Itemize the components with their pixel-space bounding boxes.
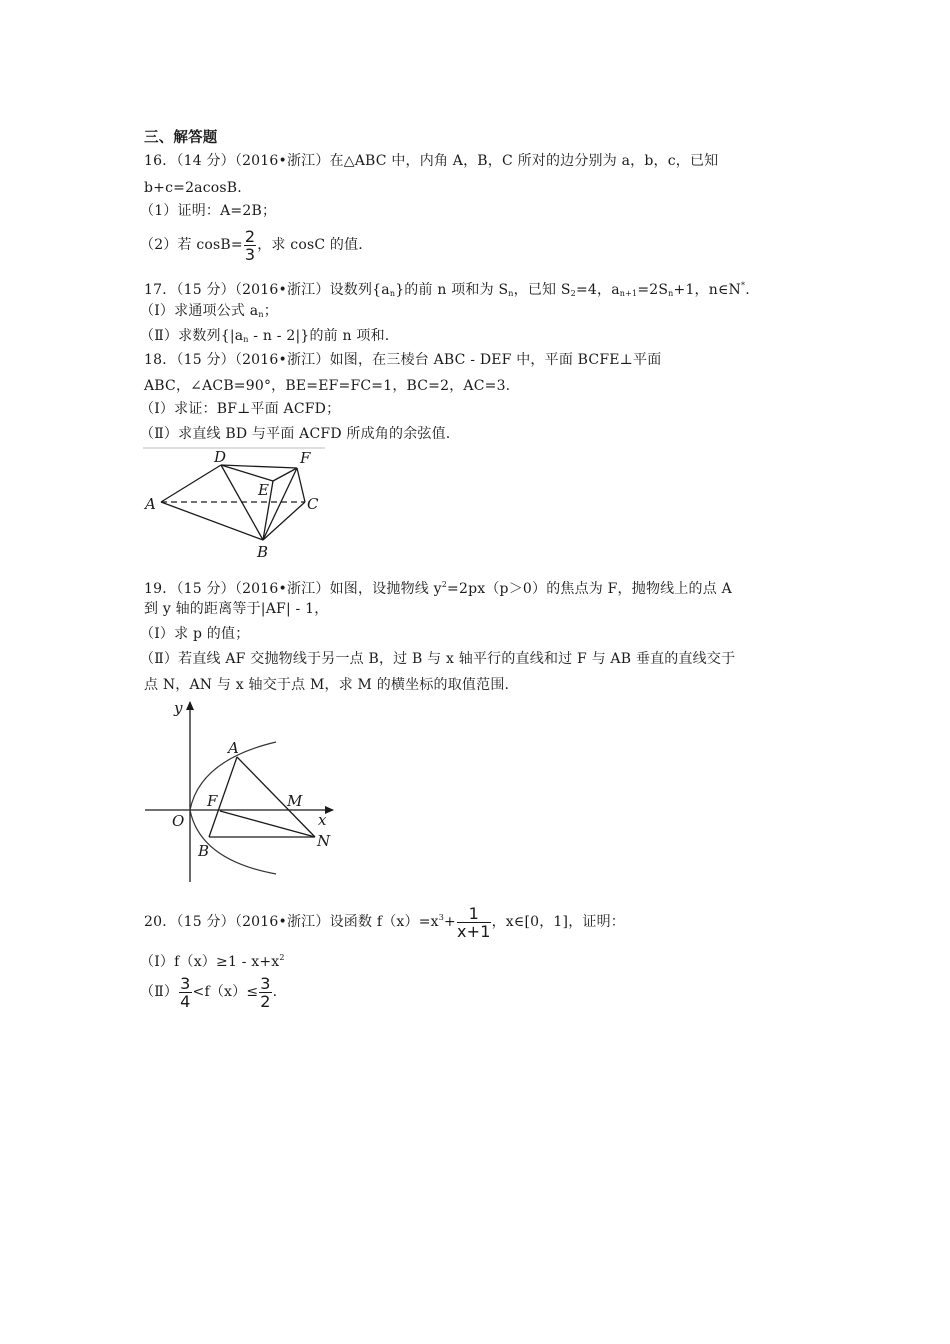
- q18-part2: （Ⅱ）求直线 BD 与平面 ACFD 所成角的余弦值.: [140, 426, 451, 442]
- label-A: A: [145, 495, 156, 513]
- label-F: F: [300, 449, 311, 467]
- q20-text: <f（x）≤: [192, 984, 259, 1000]
- superscript: 2: [441, 580, 448, 589]
- subscript: n: [389, 289, 396, 298]
- section-title: 三、解答题: [144, 130, 218, 146]
- fraction-3-4: [179, 975, 191, 1010]
- subscript: n: [258, 310, 264, 319]
- q17-text: ；: [263, 303, 278, 319]
- subscript: n: [508, 289, 514, 298]
- label-C: C: [307, 495, 319, 513]
- q16-stem-line1: 16．（14 分）（2016•浙江）在△ABC 中，内角 A，B，C 所对的边分别为 a，b，c，已知: [144, 153, 719, 169]
- q18-stem-line1: 18．（15 分）（2016•浙江）如图，在三棱台 ABC - DEF 中，平面 BCFE⊥平面: [144, 352, 662, 368]
- q20-part1: [140, 949, 285, 971]
- q16-stem-line2: b+c=2acosB.: [144, 180, 242, 196]
- frac-denominator: x+1: [456, 921, 491, 941]
- q20-text: 20．（15 分）（2016•浙江）设函数 f（x）=x: [144, 914, 439, 930]
- q17-text: （Ⅰ）求通项公式 a: [140, 303, 259, 319]
- label-F: F: [207, 792, 218, 810]
- q17-text: - n - 2|}的前 n 项和.: [248, 328, 390, 344]
- q19-part2-line1: （Ⅱ）若直线 AF 交抛物线于另一点 B，过 B 与 x 轴平行的直线和过 F 与 AB 垂直的直线交于: [140, 651, 736, 667]
- frac-numerator: 2: [244, 226, 256, 246]
- superscript: 2: [279, 953, 285, 962]
- label-x: x: [318, 811, 327, 829]
- q17-text: =2S: [637, 282, 669, 298]
- q18-stem-line2: ABC，∠ACB=90°，BE=EF=FC=1，BC=2，AC=3.: [144, 378, 511, 394]
- q17-text: =4，a: [575, 282, 620, 298]
- frac-denominator: 3: [244, 244, 256, 264]
- frac-denominator: 4: [180, 991, 191, 1011]
- superscript: 3: [438, 913, 445, 922]
- q20-text: +: [444, 914, 456, 930]
- superscript: *: [740, 281, 746, 290]
- q17-text: +1，n∈N: [673, 282, 741, 298]
- subscript: n: [668, 289, 674, 298]
- q19-part2-line2: 点 N，AN 与 x 轴交于点 M，求 M 的横坐标的取值范围.: [144, 677, 510, 693]
- subscript: 2: [570, 289, 576, 298]
- q17-text: （Ⅱ）求数列{|a: [140, 328, 244, 344]
- q17-text: ，已知 S: [513, 282, 571, 298]
- label-B: B: [198, 842, 210, 860]
- q17-text: }的前 n 项和为 S: [395, 282, 509, 298]
- q20-part2: [140, 974, 277, 1010]
- label-E: E: [258, 481, 269, 499]
- label-O: O: [172, 812, 185, 830]
- q19-stem-line2: 到 y 轴的距离等于|AF| - 1，: [144, 601, 329, 617]
- frac-numerator: 3: [180, 973, 191, 993]
- q20-text: （Ⅰ）f（x）≥1 - x+x: [140, 954, 280, 970]
- q17-text: 17．（15 分）（2016•浙江）设数列{a: [144, 282, 390, 298]
- label-A: A: [228, 739, 239, 757]
- label-B: B: [257, 543, 269, 561]
- label-M: M: [287, 792, 303, 810]
- label-y: y: [174, 699, 183, 717]
- q20-text: （Ⅱ）: [140, 984, 179, 1000]
- q19-text: 19．（15 分）（2016•浙江）如图，设抛物线 y: [144, 581, 442, 597]
- label-N: N: [317, 832, 331, 850]
- q18-part1: （Ⅰ）求证：BF⊥平面 ACFD；: [140, 401, 341, 417]
- q19-text: =2px（p＞0）的焦点为 F，抛物线上的点 A: [447, 581, 732, 597]
- q16-part2-suffix: ，求 cosC 的值.: [257, 237, 363, 253]
- q19-part1: （Ⅰ）求 p 的值；: [140, 626, 250, 642]
- q16-part2-prefix: （2）若 cosB=: [140, 237, 243, 253]
- q17-text: .: [745, 282, 750, 298]
- subscript: n: [243, 335, 249, 344]
- subscript: n+1: [619, 289, 638, 298]
- q20-text: ，x∈[0，1]，证明：: [491, 914, 626, 930]
- frac-numerator: 3: [260, 973, 271, 993]
- q20-stem: [144, 898, 625, 942]
- fraction-1-over-x-plus-1: [457, 905, 491, 940]
- q16-part1: （1）证明：A=2B；: [140, 203, 277, 219]
- label-D: D: [214, 448, 227, 466]
- fraction-3-2: [259, 975, 271, 1010]
- frac-numerator: 1: [457, 905, 491, 923]
- frac-denominator: 2: [260, 991, 271, 1011]
- q20-text: .: [272, 984, 278, 1000]
